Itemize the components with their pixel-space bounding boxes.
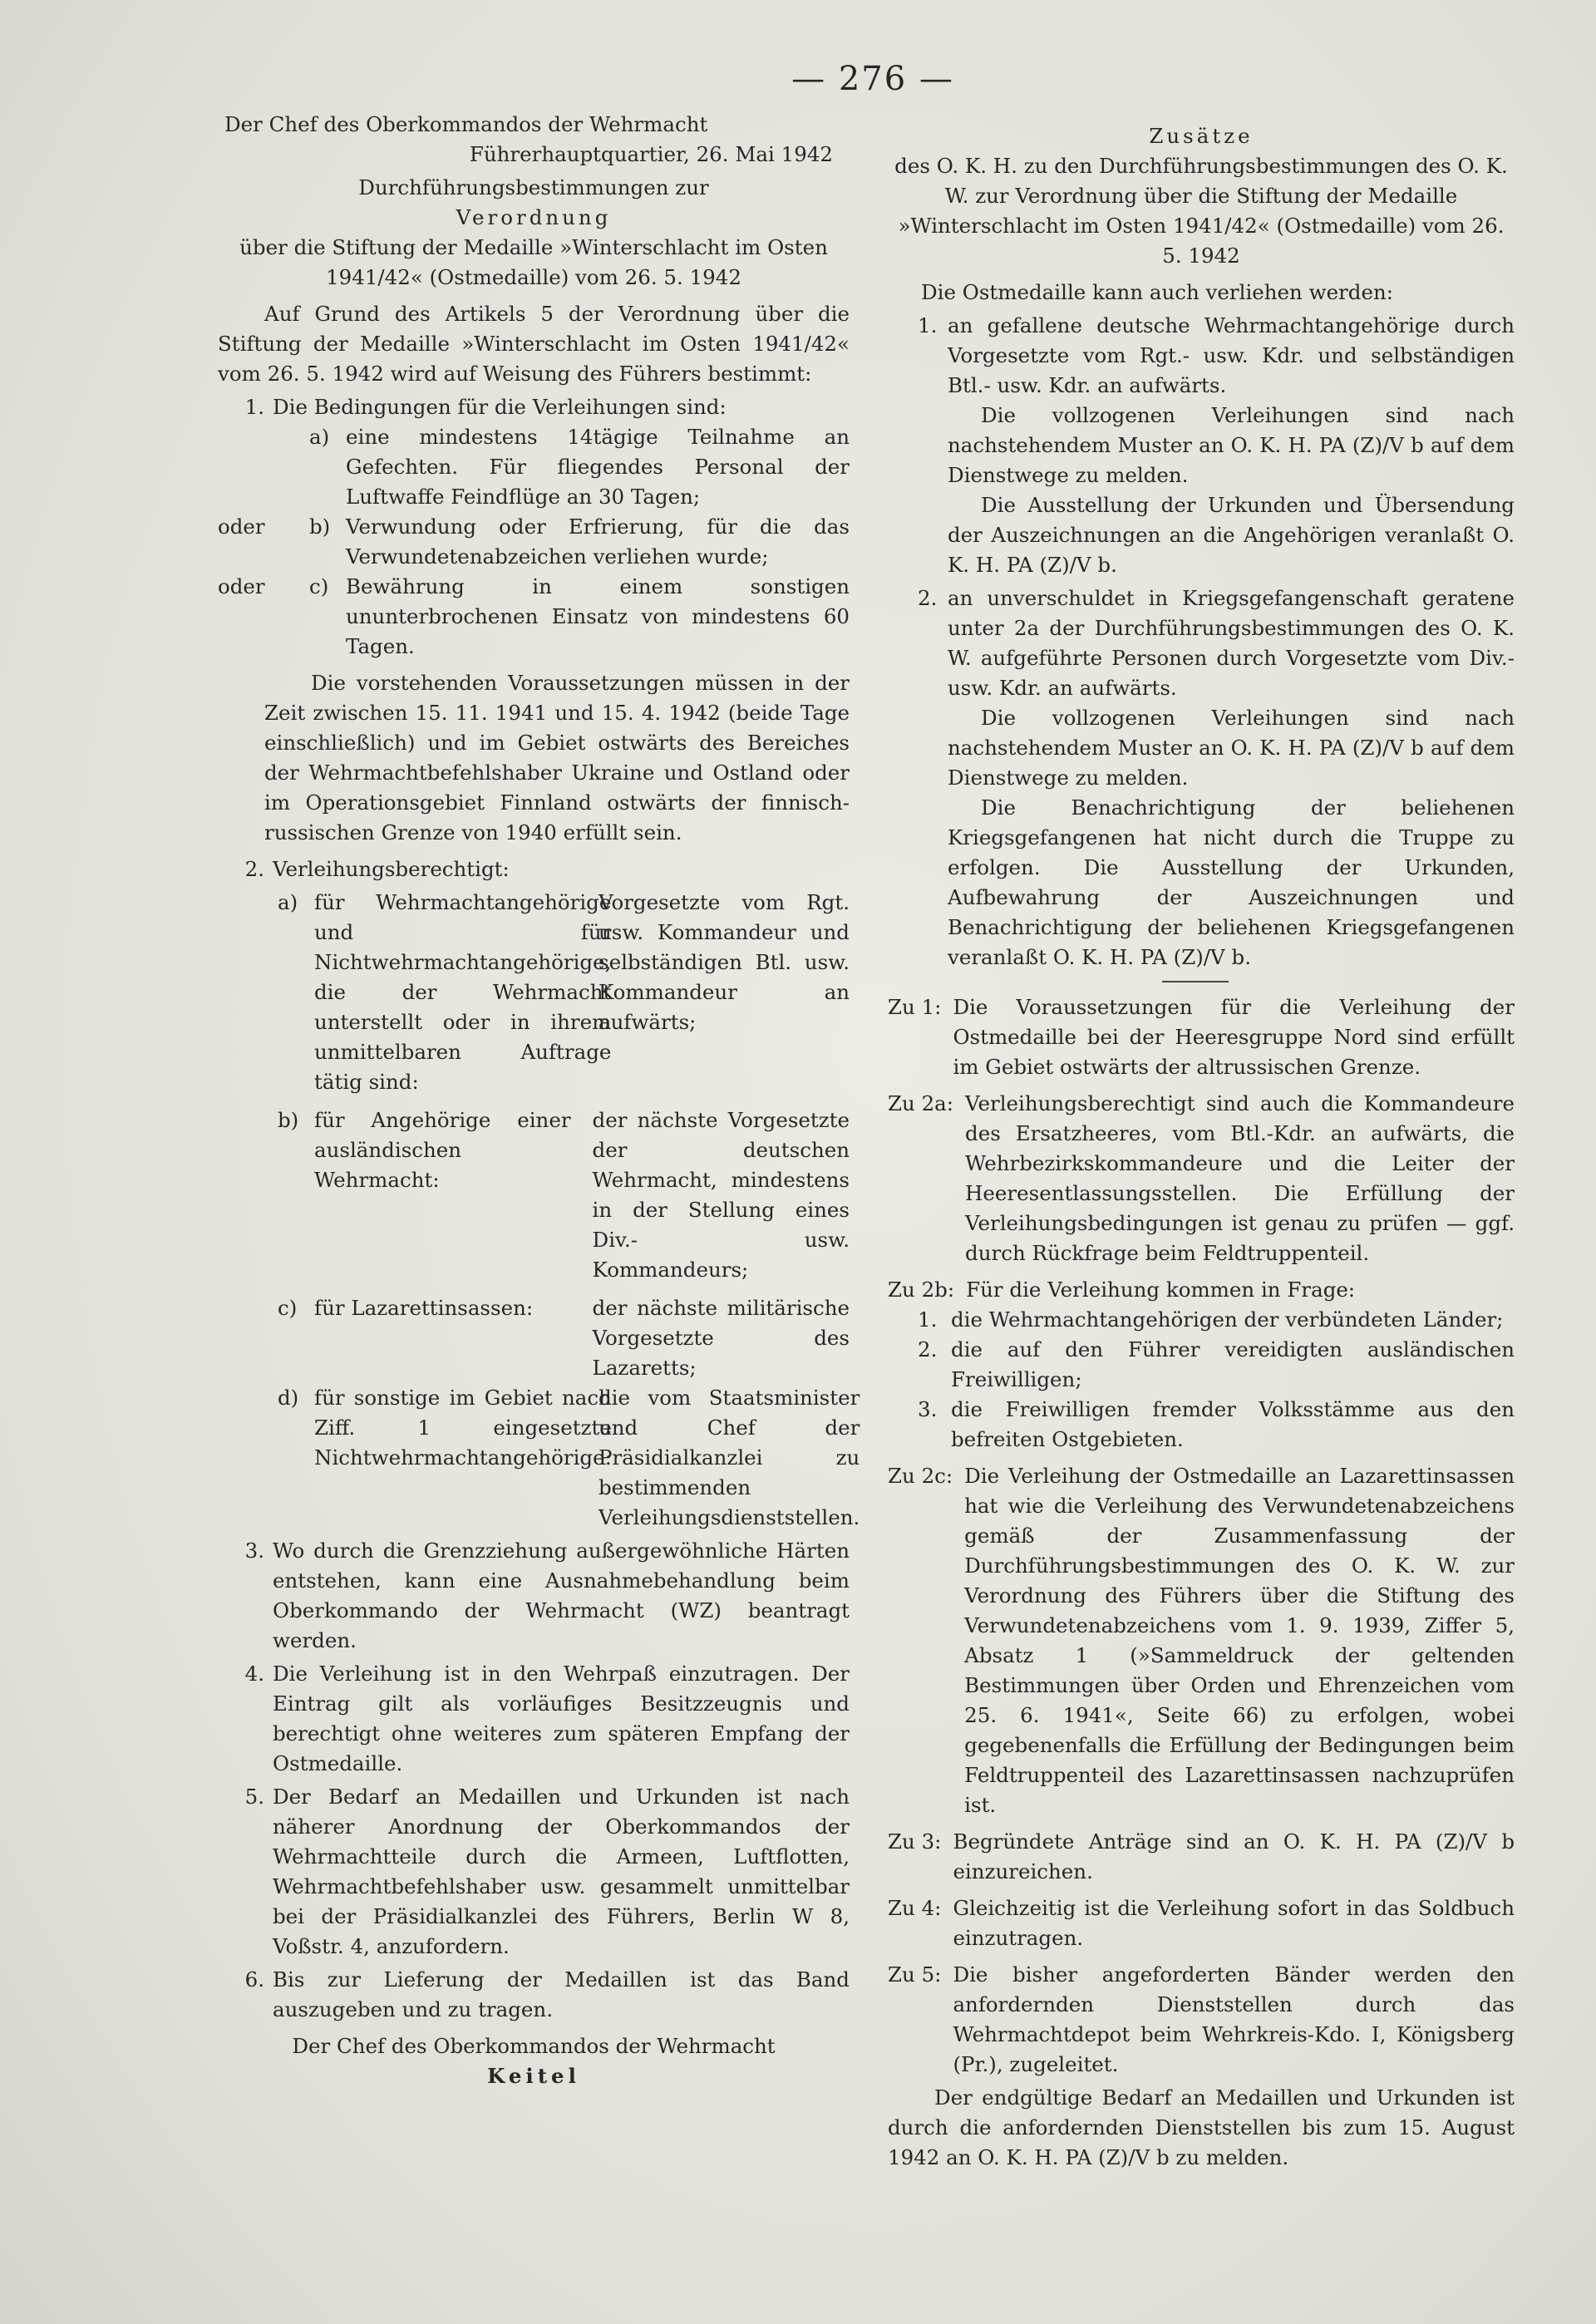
zu-2b-text: Für die Verleihung kommen in Frage: <box>966 1278 1356 1302</box>
item-1b <box>218 512 850 572</box>
authority-row-c <box>278 1293 850 1383</box>
authority-row-a-label: a) <box>278 890 298 914</box>
zu-2b-label: Zu 2b: <box>888 1278 955 1302</box>
supplement-subheading: des O. K. H. zu den Durchführungsbestimmungen des O. K. W. zur Verordnung über die Stiftung der Medaille »Winterschlacht im Osten 1941/42« (Ostmedaille) vom 26. 5. 1942 <box>894 154 1508 268</box>
item-1c-text: Bewährung in einem sonstigen ununterbrochenen Einsatz von mindestens 60 Tagen. <box>346 574 850 658</box>
item-3-number: 3. <box>244 1539 264 1563</box>
decree-heading-line3: über die Stiftung der Medaille »Winterschlacht im Osten 1941/42« (Ostmedaille) vom 26. 5. 1942 <box>239 235 828 289</box>
list-item-number: 2. <box>918 1337 938 1361</box>
supp-item-2 <box>888 583 1515 703</box>
zu-5-label: Zu 5: <box>888 1962 942 1987</box>
list-item <box>918 1305 1515 1335</box>
decree-heading-line1: Durchführungsbestimmungen zur <box>358 175 709 199</box>
authority-row-d <box>278 1383 860 1533</box>
item-1c-prefix: oder <box>218 574 265 598</box>
supp-item-2-number: 2. <box>918 586 938 610</box>
item-3-text: Wo durch die Grenzziehung außergewöhnliche Härten entstehen, kann eine Ausnahmebehandlung beim Oberkommando der Wehrmacht (WZ) beantragt werden. <box>273 1539 850 1652</box>
item-1b-label: b) <box>309 515 331 539</box>
list-item-text: die auf den Führer vereidigten ausländischen Freiwilligen; <box>951 1337 1515 1391</box>
item-1b-prefix: oder <box>218 515 265 539</box>
item-1a-text: eine mindestens 14tägige Teilnahme an Gefechten. Für fliegendes Personal der Luftwaffe Feindflüge an 30 Tagen; <box>346 425 850 509</box>
zu-4-text: Gleichzeitig ist die Verleihung sofort in das Soldbuch einzutragen. <box>953 1896 1515 1950</box>
zu-5 <box>888 1960 1515 2080</box>
item-1b-text: Verwundung oder Erfrierung, für die das Verwundetenabzeichen verliehen wurde; <box>346 515 850 569</box>
list-item-number: 1. <box>918 1307 938 1332</box>
item-4-number: 4. <box>244 1662 264 1686</box>
left-column <box>218 110 860 2091</box>
item-5 <box>218 1782 850 1962</box>
zu-1-label: Zu 1: <box>888 995 942 1019</box>
authority-row-a-authority: Vorgesetzte vom Rgt. usw. Kommandeur und selbständigen Btl. usw. Kommandeur an aufwärts; <box>598 890 850 1034</box>
zu-4-label: Zu 4: <box>888 1896 942 1920</box>
supp-item-2-text: an unverschuldet in Kriegsgefangenschaft geratene unter 2a der Durchführungsbestimmungen des O. K. W. aufgeführte Personen durch Vorgesetzte vom Div.- usw. Kdr. an aufwärts. <box>948 586 1515 700</box>
zu-2b-list <box>918 1305 1515 1455</box>
authority-row-c-authority: der nächste militärische Vorgesetzte des Lazaretts; <box>592 1296 850 1380</box>
list-item-number: 3. <box>918 1397 938 1421</box>
zu-3-text: Begründete Anträge sind an O. K. H. PA (Z)/V b einzureichen. <box>953 1829 1515 1883</box>
zu-4 <box>888 1893 1515 1953</box>
signature-title: Der Chef des Oberkommandos der Wehrmacht <box>292 2034 776 2058</box>
item-2 <box>218 854 850 884</box>
item-4 <box>218 1659 850 1779</box>
location-date: Führerhauptquartier, 26. Mai 1942 <box>469 142 833 166</box>
item-1 <box>218 392 850 422</box>
authority-row-b-label: b) <box>278 1108 299 1132</box>
item-1a-label: a) <box>309 425 330 449</box>
item-1a <box>218 422 850 512</box>
zu-2a <box>888 1089 1515 1268</box>
item-1c <box>218 572 850 662</box>
supplement-intro: Die Ostmedaille kann auch verliehen werden: <box>921 280 1394 304</box>
list-item <box>918 1335 1515 1395</box>
supp-item-1-text: an gefallene deutsche Wehrmachtangehörige durch Vorgesetzte vom Rgt.- usw. Kdr. und selbständigen Btl.- usw. Kdr. an aufwärts. <box>948 313 1515 397</box>
item-4-text: Die Verleihung ist in den Wehrpaß einzutragen. Der Eintrag gilt als vorläufiges Besitzzeugnis und berechtigt ohne weiteres zum späteren Empfang der Ostmedaille. <box>273 1662 850 1775</box>
supp-item-2-report: Die vollzogenen Verleihungen sind nach nachstehendem Muster an O. K. H. PA (Z)/V b auf dem Dienstwege zu melden. <box>948 706 1515 790</box>
item-6-number: 6. <box>244 1967 264 1992</box>
authority-row-b <box>278 1105 850 1285</box>
item-5-number: 5. <box>244 1785 264 1809</box>
zu-2a-text: Verleihungsberechtigt sind auch die Kommandeure des Ersatzheeres, vom Btl.-Kdr. an aufwärts, die Wehrbezirkskommandeure und die Leiter der Heeresentlassungsstellen. Die Erfüllung der Verleihungsbedingungen ist genau zu prüfen — ggf. durch Rückfrage beim Feldtruppenteil. <box>965 1091 1515 1265</box>
zu-2a-label: Zu 2a: <box>888 1091 954 1115</box>
authority-row-b-recipients: für Angehörige einer ausländischen Wehrmacht: <box>314 1108 571 1192</box>
authority-row-d-authority: die vom Staatsminister und Chef der Präsidialkanzlei zu bestimmenden Verleihungsdienststellen. <box>598 1386 860 1529</box>
item-1-text: Die Bedingungen für die Verleihungen sind: <box>273 395 727 419</box>
supp-item-1 <box>888 311 1515 401</box>
list-item <box>918 1395 1515 1455</box>
page-number: — 276 — <box>791 60 954 98</box>
decree-intro: Auf Grund des Artikels 5 der Verordnung über die Stiftung der Medaille »Winterschlacht im Osten 1941/42« vom 26. 5. 1942 wird auf Weisung des Führers bestimmt: <box>218 302 850 386</box>
zu-1-text: Die Voraussetzungen für die Verleihung der Ostmedaille bei der Heeresgruppe Nord sind erfüllt im Gebiet ostwärts der altrussischen Grenze. <box>953 995 1515 1079</box>
authority-table <box>278 888 860 1533</box>
item-1c-label: c) <box>309 574 329 598</box>
zu-3 <box>888 1827 1515 1887</box>
decree-heading-line2: Verordnung <box>456 205 612 229</box>
item-6 <box>218 1965 850 2025</box>
authority-row-d-label: d) <box>278 1386 299 1410</box>
conditions-note: Die vorstehenden Voraussetzungen müssen in der Zeit zwischen 15. 11. 1941 und 15. 4. 1942 (beide Tage einschließlich) und im Gebiet ostwärts des Bereiches der Wehrmachtbefehlshaber Ukraine und Ostland oder im Operationsgebiet Finnland ostwärts der finnisch-russischen Grenze von 1940 erfüllt sein. <box>264 671 850 844</box>
signature-name: Keitel <box>487 2064 580 2088</box>
zu-1 <box>888 992 1515 1082</box>
zu-5-text: Die bisher angeforderten Bänder werden den anfordernden Dienststellen durch das Wehrmachtdepot beim Wehrkreis-Kdo. I, Königsberg (Pr.), zugeleitet. <box>953 1962 1515 2076</box>
supp-item-2-notify: Die Benachrichtigung der beliehenen Kriegsgefangenen hat nicht durch die Truppe zu erfolgen. Die Ausstellung der Urkunden, Aufbewahrung der Auszeichnungen und Benachrichtigung der beliehenen Kriegsgefangenen veranlaßt O. K. H. PA (Z)/V b. <box>948 795 1515 969</box>
item-3 <box>218 1536 850 1656</box>
zu-2c-label: Zu 2c: <box>888 1464 953 1488</box>
supp-item-1-issue: Die Ausstellung der Urkunden und Übersendung der Auszeichnungen an die Angehörigen veranlaßt O. K. H. PA (Z)/V b. <box>948 493 1515 577</box>
zu-2c-text: Die Verleihung der Ostmedaille an Lazarettinsassen hat wie die Verleihung des Verwundetenabzeichens gemäß der Zusammenfassung der Durchführungsbestimmungen des O. K. W. zur Verordnung des Führers über die Stiftung des Verwundetenabzeichens vom 1. 9. 1939, Ziffer 5, Absatz 1 (»Sammeldruck der geltenden Bestimmungen über Orden und Ehrenzeichen vom 25. 6. 1941«, Seite 66) zu erfolgen, wobei gegebenenfalls die Erfüllung der Bedingungen beim Feldtruppenteil des Lazarettinsassen nachzuprüfen ist. <box>964 1464 1515 1817</box>
zu-3-label: Zu 3: <box>888 1829 942 1854</box>
list-item-text: die Wehrmachtangehörigen der verbündeten Länder; <box>951 1307 1504 1332</box>
authority-row-b-authority: der nächste Vorgesetzte der deutschen Wehrmacht, mindestens in der Stellung eines Div.- usw. Kommandeurs; <box>592 1108 850 1282</box>
item-6-text: Bis zur Lieferung der Medaillen ist das Band auszugeben und zu tragen. <box>273 1967 850 2021</box>
authority-row-a-recipients: für Wehrmachtangehörige und für Nichtwehrmachtangehörige, die der Wehrmacht unterstellt oder in ihrem unmittelbaren Auftrage tätig sind: <box>314 890 612 1094</box>
authority-row-c-recipients: für Lazarettinsassen: <box>314 1296 534 1320</box>
supp-item-1-number: 1. <box>918 313 938 337</box>
item-2-text: Verleihungsberechtigt: <box>273 857 510 881</box>
supp-item-1-report: Die vollzogenen Verleihungen sind nach nachstehendem Muster an O. K. H. PA (Z)/V b auf dem Dienstwege zu melden. <box>948 403 1515 487</box>
issuer-title: Der Chef des Oberkommandos der Wehrmacht <box>224 112 708 136</box>
authority-row-a <box>278 888 850 1097</box>
right-column <box>888 110 1515 2173</box>
item-1-number: 1. <box>244 395 264 419</box>
final-note: Der endgültige Bedarf an Medaillen und Urkunden ist durch die anfordernden Dienststellen bis zum 15. August 1942 an O. K. H. PA (Z)/V b zu melden. <box>888 2085 1515 2169</box>
item-2-number: 2. <box>244 857 264 881</box>
item-5-text: Der Bedarf an Medaillen und Urkunden ist nach näherer Anordnung der Oberkommandos der Wehrmachtteile durch die Armeen, Luftflotten, Wehrmachtbefehlshaber usw. gesammelt unmittelbar bei der Präsidialkanzlei des Führers, Berlin W 8, Voßstr. 4, anzufordern. <box>273 1785 850 1958</box>
zu-2c <box>888 1461 1515 1820</box>
zu-2b <box>888 1275 1515 1305</box>
authority-row-c-label: c) <box>278 1296 298 1320</box>
separator-line <box>1162 981 1229 982</box>
list-item-text: die Freiwilligen fremder Volksstämme aus den befreiten Ostgebieten. <box>951 1397 1515 1451</box>
authority-row-d-recipients: für sonstige im Gebiet nach Ziff. 1 eingesetzte Nichtwehrmachtangehörige: <box>314 1386 612 1470</box>
supplement-heading: Zusätze <box>1149 124 1254 148</box>
